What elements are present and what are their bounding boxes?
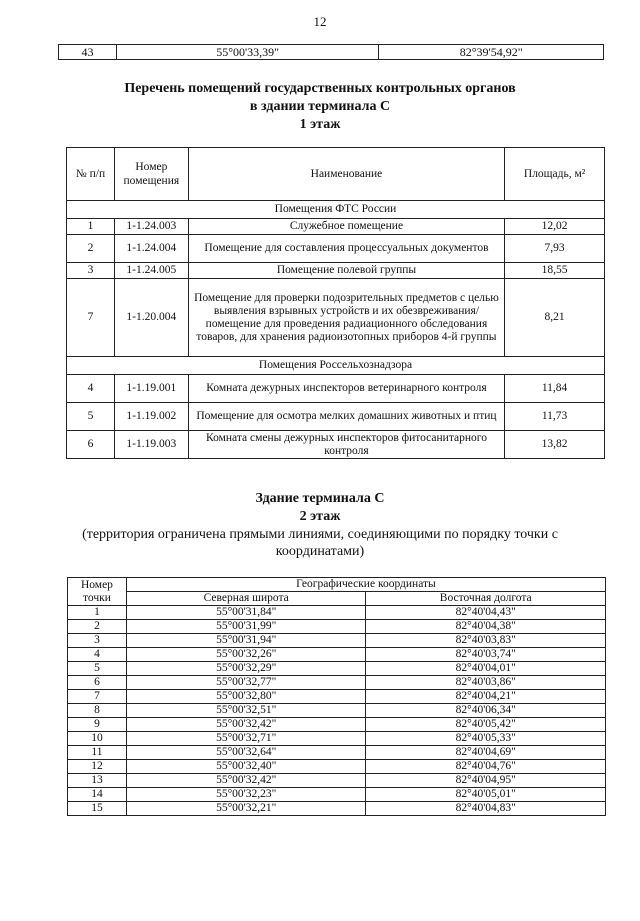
longitude: 82°40'04,69"	[366, 746, 606, 760]
room-area: 8,21	[505, 279, 605, 357]
longitude: 82°40'05,42"	[366, 718, 606, 732]
room-area: 12,02	[505, 219, 605, 235]
header-point-number: Номер точки	[68, 578, 127, 606]
latitude: 55°00'32,23"	[126, 788, 366, 802]
room-number: 1-1.24.005	[114, 263, 188, 279]
table-row	[68, 606, 606, 620]
room-number: 1-1.24.003	[114, 219, 188, 235]
rooms-table	[66, 147, 605, 459]
header-num: № п/п	[67, 148, 115, 201]
point-number: 2	[68, 620, 127, 634]
rooms-header-row	[67, 148, 605, 201]
longitude: 82°40'04,38"	[366, 620, 606, 634]
latitude: 55°00'31,94"	[126, 634, 366, 648]
latitude: 55°00'32,26"	[126, 648, 366, 662]
section1-heading	[0, 80, 640, 134]
section2-heading	[0, 490, 640, 526]
point-number: 5	[68, 662, 127, 676]
room-area: 11,73	[505, 403, 605, 431]
rooms-table-body	[67, 201, 605, 459]
longitude: 82°40'06,34"	[366, 704, 606, 718]
row-num: 4	[67, 375, 115, 403]
point-number: 6	[68, 676, 127, 690]
room-number: 1-1.20.004	[114, 279, 188, 357]
latitude: 55°00'32,29"	[126, 662, 366, 676]
row-num: 7	[67, 279, 115, 357]
table-row	[67, 235, 605, 263]
header-name: Наименование	[188, 148, 504, 201]
latitude: 55°00'32,80"	[126, 690, 366, 704]
table-row	[68, 676, 606, 690]
section1-title-line2: в здании терминала С	[249, 99, 391, 114]
table-row	[67, 279, 605, 357]
section2-note: (территория ограничена прямыми линиями, соединяющими по порядку точки с координатами)	[82, 527, 558, 559]
latitude: 55°00'32,77"	[126, 676, 366, 690]
latitude: 55°00'32,42"	[126, 718, 366, 732]
header-area: Площадь, м²	[505, 148, 605, 201]
point-number: 10	[68, 732, 127, 746]
coords-table	[67, 577, 606, 816]
longitude: 82°40'05,01"	[366, 788, 606, 802]
point-number: 12	[68, 760, 127, 774]
room-name: Служебное помещение	[188, 219, 504, 235]
longitude: 82°40'03,74"	[366, 648, 606, 662]
coords-subheader-row	[68, 592, 606, 606]
row-num: 5	[67, 403, 115, 431]
table-row	[68, 620, 606, 634]
previous-coords-table-row	[58, 44, 604, 60]
table-row	[68, 648, 606, 662]
longitude: 82°40'04,95"	[366, 774, 606, 788]
table-row	[68, 732, 606, 746]
point-number: 1	[68, 606, 127, 620]
table-row	[67, 263, 605, 279]
latitude: 55°00'32,71"	[126, 732, 366, 746]
longitude: 82°40'04,43"	[366, 606, 606, 620]
table-row	[68, 690, 606, 704]
longitude: 82°40'03,83"	[366, 634, 606, 648]
latitude: 55°00'31,84"	[126, 606, 366, 620]
table-row	[68, 634, 606, 648]
point-number: 14	[68, 788, 127, 802]
table-row	[68, 718, 606, 732]
group-row	[67, 357, 605, 375]
point-number: 8	[68, 704, 127, 718]
group-title: Помещения ФТС России	[67, 201, 605, 219]
table-row	[67, 431, 605, 459]
page-number: 12	[313, 14, 327, 29]
room-number: 1-1.19.001	[114, 375, 188, 403]
room-name: Помещение полевой группы	[188, 263, 504, 279]
table-row	[67, 219, 605, 235]
longitude: 82°40'04,01"	[366, 662, 606, 676]
room-area: 13,82	[505, 431, 605, 459]
group-row	[67, 201, 605, 219]
longitude: 82°40'03,86"	[366, 676, 606, 690]
room-area: 18,55	[505, 263, 605, 279]
room-number: 1-1.19.002	[114, 403, 188, 431]
header-latitude: Северная широта	[126, 592, 366, 606]
point-number: 7	[68, 690, 127, 704]
longitude: 82°40'04,83"	[366, 802, 606, 816]
room-name: Комната дежурных инспекторов ветеринарного контроля	[188, 375, 504, 403]
room-number: 1-1.24.004	[114, 235, 188, 263]
room-area: 11,84	[505, 375, 605, 403]
table-row	[68, 662, 606, 676]
room-number: 1-1.19.003	[114, 431, 188, 459]
latitude: 55°00'32,21"	[126, 802, 366, 816]
header-room-number: Номер помещения	[114, 148, 188, 201]
group-title: Помещения Россельхознадзора	[67, 357, 605, 375]
table-row	[68, 802, 606, 816]
longitude: 82°39'54,92"	[379, 45, 604, 60]
point-number: 11	[68, 746, 127, 760]
table-row	[67, 403, 605, 431]
latitude: 55°00'32,40"	[126, 760, 366, 774]
table-row	[67, 375, 605, 403]
coords-table-body	[68, 606, 606, 816]
point-number: 13	[68, 774, 127, 788]
latitude: 55°00'32,42"	[126, 774, 366, 788]
room-name: Помещение для осмотра мелких домашних животных и птиц	[188, 403, 504, 431]
point-number: 3	[68, 634, 127, 648]
room-name: Помещение для проверки подозрительных предметов с целью выявления взрывных устройств и их обезвреживания/помещение для проведения радиационного обследования товаров, для хранения радиоизотопных приборов 4-й группы	[188, 279, 504, 357]
point-number: 43	[59, 45, 117, 60]
row-num: 3	[67, 263, 115, 279]
room-name: Помещение для составления процессуальных документов	[188, 235, 504, 263]
coords-header-row	[68, 578, 606, 592]
longitude: 82°40'04,76"	[366, 760, 606, 774]
longitude: 82°40'05,33"	[366, 732, 606, 746]
room-area: 7,93	[505, 235, 605, 263]
point-number: 9	[68, 718, 127, 732]
section1-floor: 1 этаж	[299, 117, 341, 132]
point-number: 15	[68, 802, 127, 816]
section1-title-line1: Перечень помещений государственных контрольных органов	[124, 81, 516, 96]
section2-floor: 2 этаж	[299, 509, 341, 524]
row-num: 1	[67, 219, 115, 235]
latitude: 55°00'31,99"	[126, 620, 366, 634]
header-longitude: Восточная долгота	[366, 592, 606, 606]
latitude: 55°00'32,64"	[126, 746, 366, 760]
latitude: 55°00'32,51"	[126, 704, 366, 718]
room-name: Комната смены дежурных инспекторов фитосанитарного контроля	[188, 431, 504, 459]
table-row	[68, 760, 606, 774]
table-row	[68, 704, 606, 718]
latitude: 55°00'33,39"	[116, 45, 379, 60]
header-geo-coords: Географические координаты	[126, 578, 605, 592]
table-row	[68, 788, 606, 802]
table-row	[68, 774, 606, 788]
longitude: 82°40'04,21"	[366, 690, 606, 704]
row-num: 6	[67, 431, 115, 459]
table-row	[59, 45, 604, 60]
row-num: 2	[67, 235, 115, 263]
point-number: 4	[68, 648, 127, 662]
section2-title: Здание терминала С	[255, 491, 385, 506]
table-row	[68, 746, 606, 760]
